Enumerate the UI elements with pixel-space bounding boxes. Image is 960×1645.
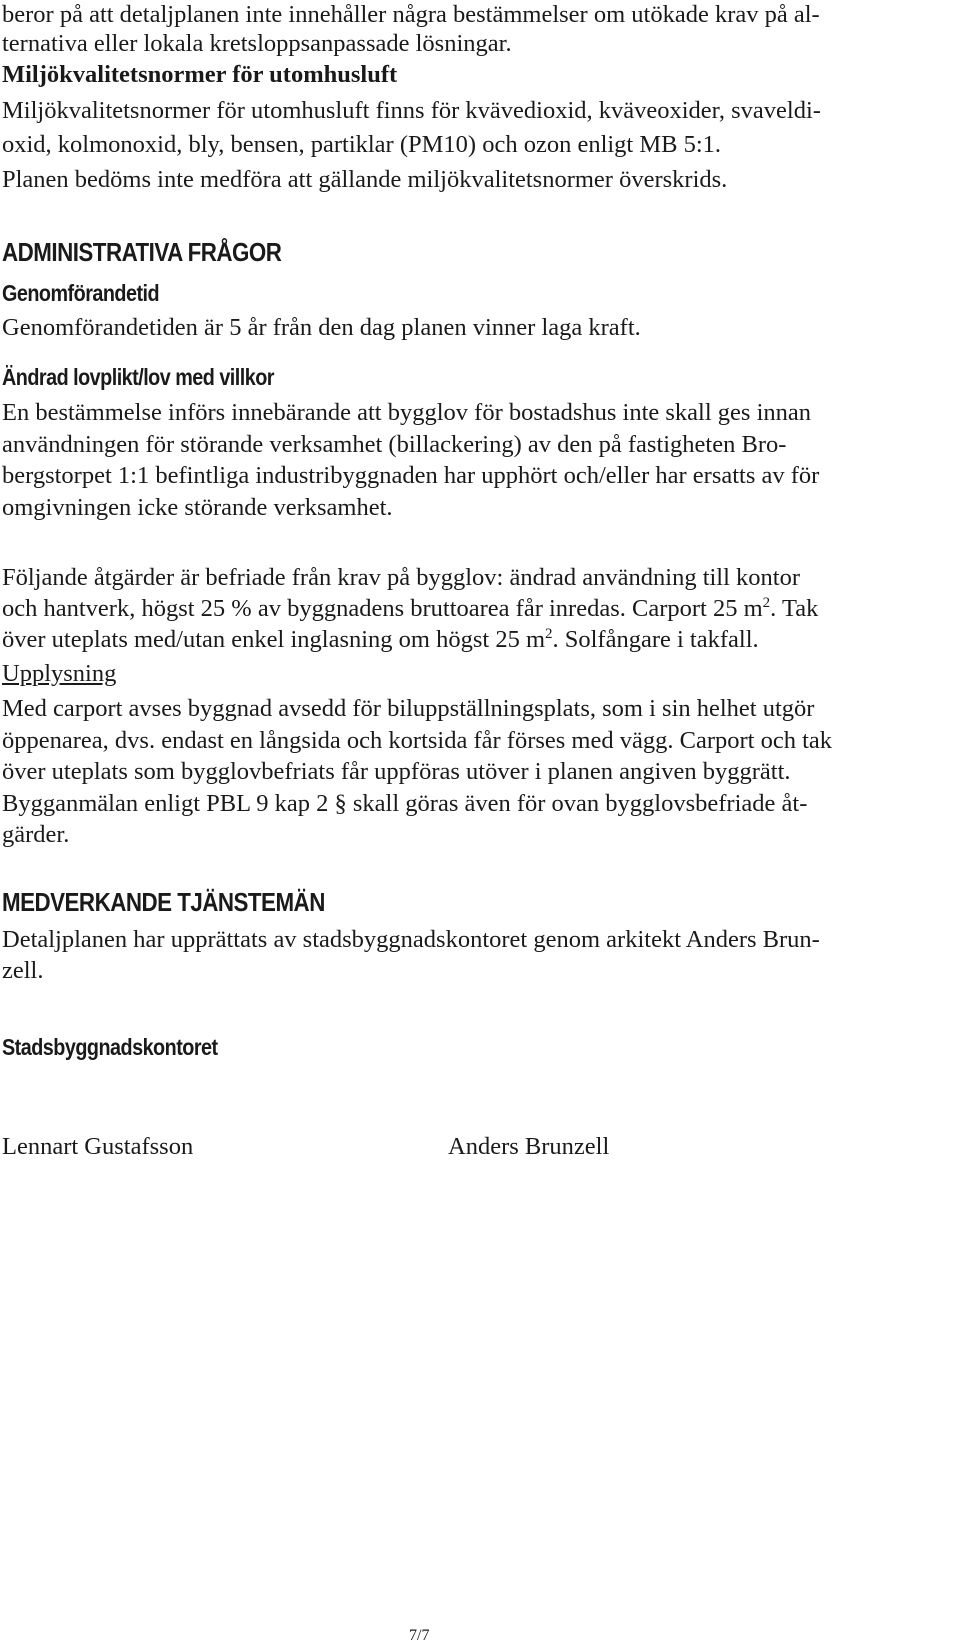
lov-p2-line-2-text-a: och hantverk, högst 25 % av byggnadens bruttoarea får inredas. Carport 25 m <box>2 595 763 622</box>
upplysning-label: Upplysning <box>2 660 117 687</box>
lov-p1-line-4: omgivningen icke störande verksamhet. <box>2 494 393 521</box>
lov-p2-line-2-text-b: . Tak <box>770 595 819 622</box>
medverkande-line-2: zell. <box>2 957 44 984</box>
upplysning-line-4: Bygganmälan enligt PBL 9 kap 2 § skall göras även för ovan bygglovsbefriade åt- <box>2 790 808 817</box>
upplysning-line-3: över uteplats som bygglovbefriats får uppföras utöver i planen angiven byggrätt. <box>2 758 791 785</box>
upplysning-line-2: öppenarea, dvs. endast en långsida och kortsida får förses med vägg. Carport och tak <box>2 727 833 754</box>
upplysning-line-5: gärder. <box>2 821 70 848</box>
intro-line-1: beror på att detaljplanen inte innehåller några bestämmelser om utökade krav på al- <box>2 1 820 28</box>
page-number: 7/7 <box>409 1627 430 1644</box>
lov-heading: Ändrad lovplikt/lov med villkor <box>2 364 274 390</box>
miljo-heading: Miljökvalitetsnormer för utomhusluft <box>2 61 398 88</box>
miljo-line-2: oxid, kolmonoxid, bly, bensen, partiklar (PM10) och ozon enligt MB 5:1. <box>2 131 722 158</box>
upplysning-line-1: Med carport avses byggnad avsedd för biluppställningsplats, som i sin helhet utgör <box>2 695 815 722</box>
lov-p2-line-3 <box>2 625 759 655</box>
square-meter-superscript: 2 <box>762 595 771 611</box>
lov-p2-line-2 <box>2 594 818 624</box>
admin-heading: ADMINISTRATIVA FRÅGOR <box>2 237 282 267</box>
medverkande-line-1: Detaljplanen har upprättats av stadsbyggnadskontoret genom arkitekt Anders Brun- <box>2 926 820 953</box>
lov-p2-line-3-text-b: . Solfångare i takfall. <box>552 626 759 653</box>
square-meter-superscript: 2 <box>545 626 553 642</box>
lov-p1-line-3: bergstorpet 1:1 befintliga industribyggnaden har upphört och/eller har ersatts av för <box>2 462 820 489</box>
lov-p1-line-1: En bestämmelse införs innebärande att bygglov för bostadshus inte skall ges innan <box>2 399 812 426</box>
miljo-line-1: Miljökvalitetsnormer för utomhusluft finns för kvävedioxid, kväveoxider, svaveldi- <box>2 97 821 124</box>
genomforande-heading: Genomförandetid <box>2 280 160 306</box>
intro-line-2: ternativa eller lokala kretsloppsanpassade lösningar. <box>2 30 512 57</box>
signature-right: Anders Brunzell <box>448 1133 610 1160</box>
genomforande-text: Genomförandetiden är 5 år från den dag planen vinner laga kraft. <box>2 314 641 341</box>
lov-p2-line-1: Följande åtgärder är befriade från krav på bygglov: ändrad användning till kontor <box>2 564 801 591</box>
medverkande-heading: MEDVERKANDE TJÄNSTEMÄN <box>2 887 325 917</box>
miljo-line-3: Planen bedöms inte medföra att gällande miljökvalitetsnormer överskrids. <box>2 166 728 193</box>
lov-p2-line-3-text-a: över uteplats med/utan enkel inglasning om högst 25 m <box>2 626 545 653</box>
signature-left: Lennart Gustafsson <box>2 1133 194 1160</box>
office-name: Stadsbyggnadskontoret <box>2 1034 218 1060</box>
lov-p1-line-2: användningen för störande verksamhet (billackering) av den på fastigheten Bro- <box>2 431 787 458</box>
